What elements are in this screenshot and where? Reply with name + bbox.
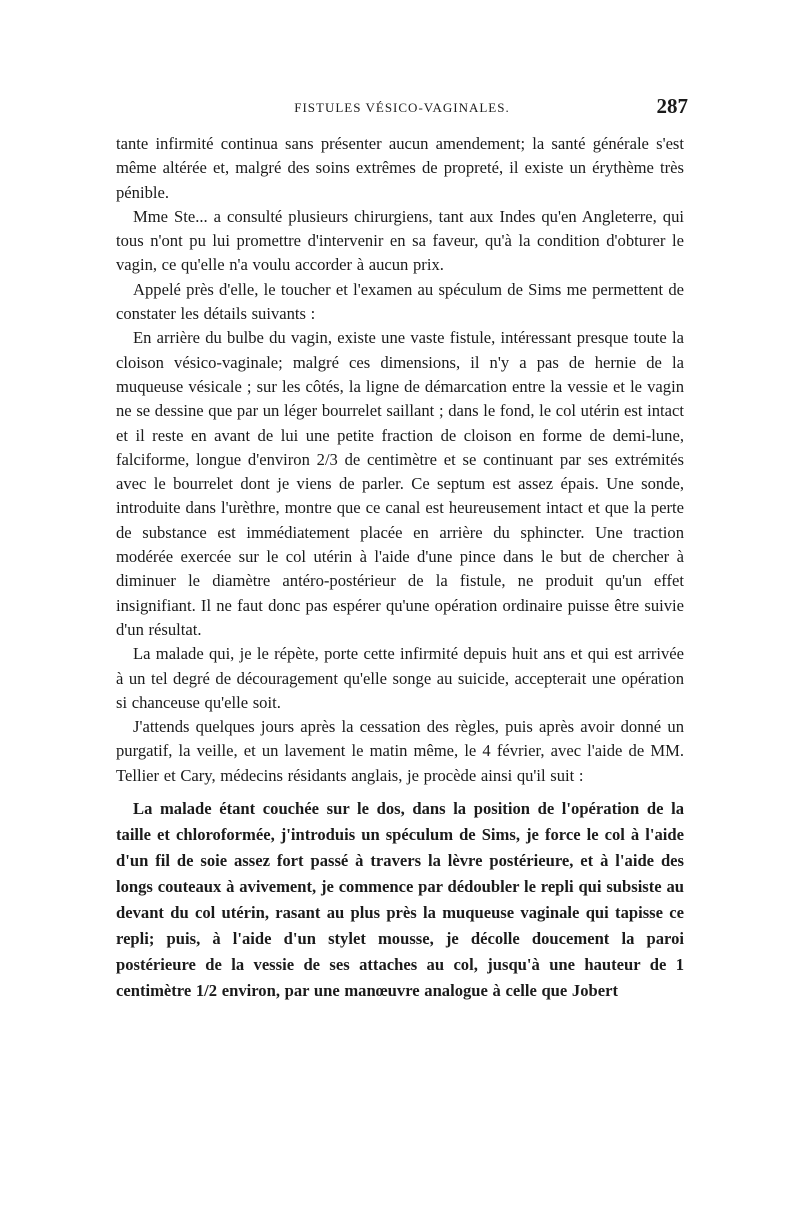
paragraph: Appelé près d'elle, le toucher et l'examen au spéculum de Sims me permettent de constater les détails suivants : bbox=[116, 279, 684, 324]
paragraph-continuation: tante infirmité continua sans présenter aucun amendement; la santé générale s'est même altérée et, malgré des soins extrêmes de propreté, il existe un érythème très pénible. bbox=[116, 134, 684, 202]
page-header bbox=[116, 94, 688, 130]
running-head: FISTULES VÉSICO-VAGINALES. bbox=[294, 100, 510, 115]
paragraph: J'attends quelques jours après la cessation des règles, puis après avoir donné un purgatif, la veille, et un lavement le matin même, le 4 février, avec l'aide de MM. Tellier et Cary, médecins résidants anglais, je procède ainsi qu'il suit : bbox=[116, 717, 684, 785]
body-text bbox=[116, 132, 684, 1004]
paragraph: La malade qui, je le répète, porte cette infirmité depuis huit ans et qui est arrivée à un tel degré de découragement qu'elle songe au suicide, accepterait une opération si chanceuse qu'elle soit. bbox=[116, 644, 684, 712]
paragraph: La malade étant couchée sur le dos, dans la position de l'opération de la taille et chloroformée, j'introduis un spéculum de Sims, je force le col à l'aide d'un fil de soie assez fort passé à travers la lèvre postérieure, et à l'aide des longs couteaux à avivement, je commence par dédoubler le repli qui subsiste au devant du col utérin, rasant au plus près la muqueuse vaginale qui tapisse ce repli; puis, à l'aide d'un stylet mousse, je décolle doucement la paroi postérieure de la vessie de ses attaches au col, jusqu'à une hauteur de 1 centimètre 1/2 environ, par une manœuvre analogue à celle que Jobert bbox=[116, 799, 684, 1001]
paragraph: Mme Ste... a consulté plusieurs chirurgiens, tant aux Indes qu'en Angleterre, qui tous n'ont pu lui promettre d'intervenir en sa faveur, qu'à la condition d'obturer le vagin, ce qu'elle n'a voulu accorder à aucun prix. bbox=[116, 206, 684, 275]
paragraph: En arrière du bulbe du vagin, existe une vaste fistule, intéressant presque toute la cloison vésico-vaginale; malgré ces dimensions, il n'y a pas de hernie de la muqueuse vésicale ; sur les côtés, la ligne de démarcation entre la vessie et le vagin ne se dessine que par un léger bourrelet saillant ; dans le fond, le col utérin est intact et il reste en avant de lui une petite fraction de cloison en forme de demi-lune, falciforme, longue d'environ 2/3 de centimètre et se continuant par ses extrémités avec le bourrelet dont je viens de parler. Ce septum est assez épais. Une sonde, introduite dans l'urèthre, montre que ce canal est heureusement intact et que la perte de substance est immédiatement placée en arrière du sphincter. Une traction modérée exercée sur le col utérin à l'aide d'une pince dans le but de chercher à diminuer le diamètre antéro-postérieur de la fistule, ne produit qu'un effet insignifiant. Il ne faut donc pas espérer qu'une opération ordinaire puisse être suivie d'un résultat. bbox=[116, 328, 684, 639]
page-number: 287 bbox=[656, 94, 688, 118]
